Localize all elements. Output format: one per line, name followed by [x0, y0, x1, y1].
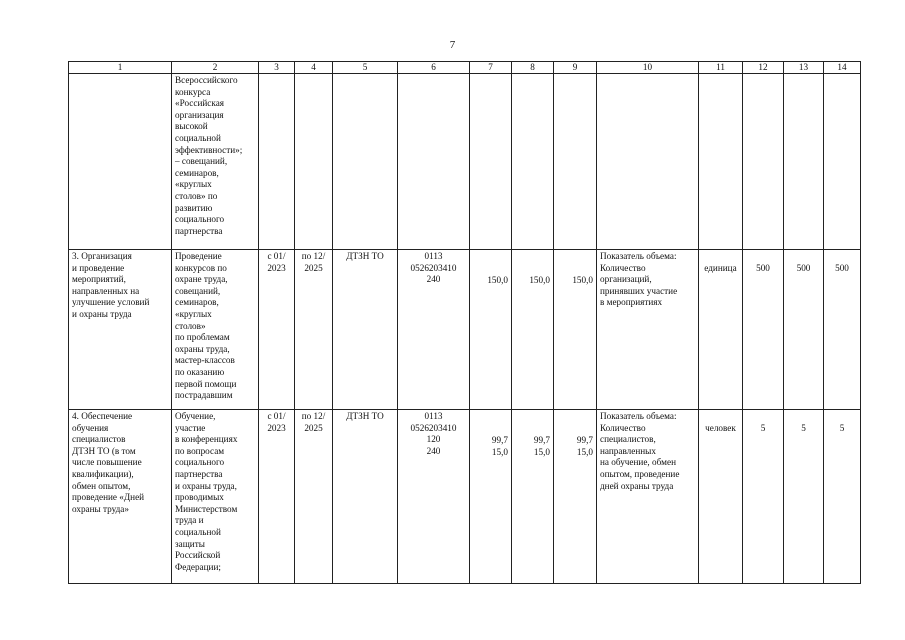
target-2025-cell [824, 74, 861, 250]
target-2024-cell: 500 [784, 250, 824, 410]
table-row [69, 250, 861, 410]
target-2024-cell [784, 74, 824, 250]
target-2023-cell [743, 74, 784, 250]
column-number: 12 [743, 62, 784, 74]
budget-table [68, 61, 861, 584]
column-number: 11 [699, 62, 743, 74]
indicator-cell [597, 74, 699, 250]
page-number: 7 [449, 39, 456, 51]
column-number: 8 [512, 62, 554, 74]
unit-cell: человек [699, 410, 743, 584]
amount-2024-cell [512, 74, 554, 250]
amount-2024-cell: 150,0 [512, 250, 554, 410]
target-2023-cell: 5 [743, 410, 784, 584]
column-number: 13 [784, 62, 824, 74]
column-number: 10 [597, 62, 699, 74]
budget-code-cell: 0113 0526203410 120 240 [398, 410, 470, 584]
end-date-cell [295, 74, 333, 250]
column-number: 4 [295, 62, 333, 74]
budget-code-cell [398, 74, 470, 250]
activity-content-cell: Обучение, участие в конференциях по вопросам социального партнерства и охраны труда, проводимых Министерством труда и социальной защиты Российской Федерации; [172, 410, 259, 584]
column-number: 2 [172, 62, 259, 74]
activity-content-cell: Проведение конкурсов по охране труда, совещаний, семинаров, «круглых столов» по проблемам охраны труда, мастер-классов по оказанию первой помощи пострадавшим [172, 250, 259, 410]
column-number: 7 [470, 62, 512, 74]
amount-2025-cell: 99,7 15,0 [554, 410, 597, 584]
indicator-cell: Показатель объема: Количество специалистов, направленных на обучение, обмен опытом, проведение дней охраны труда [597, 410, 699, 584]
activity-name-cell: 4. Обеспечение обучения специалистов ДТЗН ТО (в том числе повышение квалификации), обмен опытом, проведение «Дней охраны труда» [69, 410, 172, 584]
end-date-cell: по 12/ 2025 [295, 410, 333, 584]
indicator-cell: Показатель объема: Количество организаций, принявших участие в мероприятиях [597, 250, 699, 410]
executor-cell [333, 74, 398, 250]
column-number: 5 [333, 62, 398, 74]
column-number: 9 [554, 62, 597, 74]
budget-code-cell: 0113 0526203410 240 [398, 250, 470, 410]
activity-name-cell: 3. Организация и проведение мероприятий, направленных на улучшение условий и охраны труда [69, 250, 172, 410]
target-2025-cell: 500 [824, 250, 861, 410]
start-date-cell [259, 74, 295, 250]
target-2024-cell: 5 [784, 410, 824, 584]
amount-2023-cell [470, 74, 512, 250]
column-number: 1 [69, 62, 172, 74]
end-date-cell: по 12/ 2025 [295, 250, 333, 410]
amount-2023-cell: 150,0 [470, 250, 512, 410]
target-2025-cell: 5 [824, 410, 861, 584]
start-date-cell: с 01/ 2023 [259, 250, 295, 410]
table-row [69, 74, 861, 250]
executor-cell: ДТЗН ТО [333, 250, 398, 410]
amount-2023-cell: 99,7 15,0 [470, 410, 512, 584]
amount-2025-cell [554, 74, 597, 250]
table-row [69, 410, 861, 584]
column-number: 14 [824, 62, 861, 74]
start-date-cell: с 01/ 2023 [259, 410, 295, 584]
unit-cell: единица [699, 250, 743, 410]
executor-cell: ДТЗН ТО [333, 410, 398, 584]
unit-cell [699, 74, 743, 250]
amount-2025-cell: 150,0 [554, 250, 597, 410]
column-number: 6 [398, 62, 470, 74]
activity-name-cell [69, 74, 172, 250]
target-2023-cell: 500 [743, 250, 784, 410]
activity-content-cell: Всероссийского конкурса «Российская организация высокой социальной эффективности»; – совещаний, семинаров, «круглых столов» по развитию социального партнерства [172, 74, 259, 250]
column-number-row [69, 62, 861, 74]
column-number: 3 [259, 62, 295, 74]
amount-2024-cell: 99,7 15,0 [512, 410, 554, 584]
